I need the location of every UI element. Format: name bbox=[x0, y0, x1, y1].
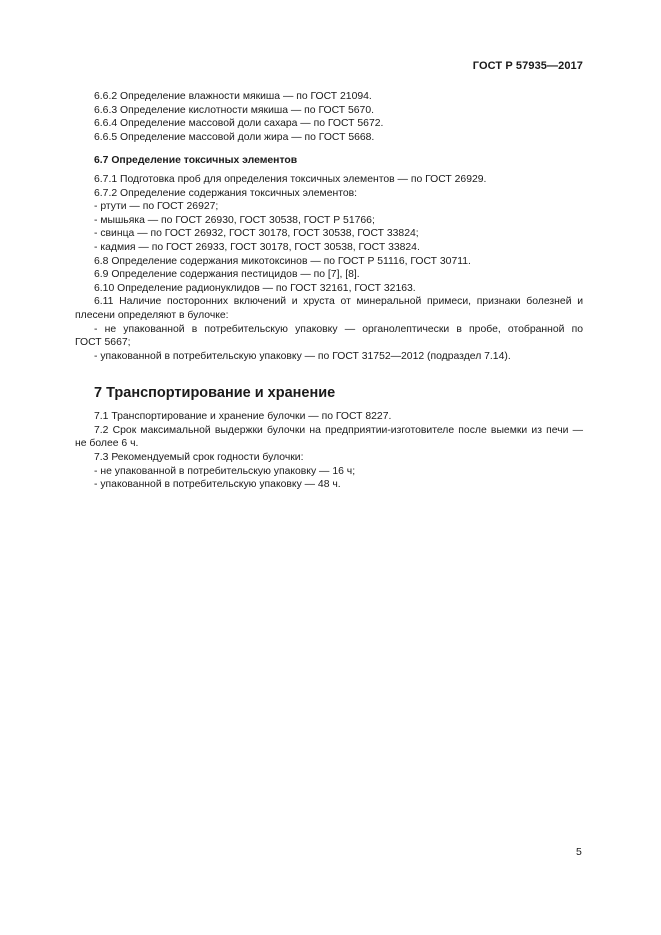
paragraph-6-11-line2: плесени определяют в булочке: bbox=[75, 309, 229, 321]
paragraph-6-6-2: 6.6.2 Определение влажности мякиша — по ГОСТ 21094. bbox=[94, 91, 372, 102]
page-number: 5 bbox=[576, 846, 582, 858]
paragraph-6-6-5: 6.6.5 Определение массовой доли жира — по ГОСТ 5668. bbox=[94, 131, 375, 143]
paragraph-6-7-2: 6.7.2 Определение содержания токсичных элементов: bbox=[94, 187, 358, 199]
paragraph-6-7-1: 6.7.1 Подготовка проб для определения токсичных элементов — по ГОСТ 26929. bbox=[94, 173, 487, 185]
subsection-heading-6-7: 6.7 Определение токсичных элементов bbox=[94, 155, 298, 167]
paragraph-7-2-line1: 7.2 Срок максимальной выдержки булочки на предприятии-изготовителе после выемки из печи — bbox=[94, 424, 583, 436]
list-item-lead: - свинца — по ГОСТ 26932, ГОСТ 30178, ГОСТ 30538, ГОСТ 33824; bbox=[94, 228, 419, 240]
document-header: ГОСТ Р 57935—2017 bbox=[472, 60, 583, 72]
list-item-packed: - упакованной в потребительскую упаковку — по ГОСТ 31752—2012 (подраздел 7.14). bbox=[94, 350, 511, 362]
section-heading-7: 7 Транспортирование и хранение bbox=[94, 385, 336, 402]
list-item-arsenic: - мышьяка — по ГОСТ 26930, ГОСТ 30538, ГОСТ Р 51766; bbox=[94, 214, 375, 226]
list-item-shelf-life-packed: - упакованной в потребительскую упаковку — 48 ч. bbox=[94, 479, 341, 491]
paragraph-7-2-line2: не более 6 ч. bbox=[75, 438, 139, 450]
list-item-mercury: - ртути — по ГОСТ 26927; bbox=[94, 201, 219, 213]
paragraph-6-9: 6.9 Определение содержания пестицидов — по [7], [8]. bbox=[94, 269, 360, 281]
paragraph-6-10: 6.10 Определение радионуклидов — по ГОСТ 32161, ГОСТ 32163. bbox=[94, 282, 416, 294]
list-item-unpacked-line2: ГОСТ 5667; bbox=[75, 337, 131, 349]
paragraph-6-11-line1: 6.11 Наличие посторонних включений и хруста от минеральной примеси, признаки болезней и bbox=[94, 296, 583, 308]
paragraph-7-1: 7.1 Транспортирование и хранение булочки — по ГОСТ 8227. bbox=[94, 411, 392, 423]
document-body bbox=[75, 90, 583, 492]
list-item-unpacked-line1: - не упакованной в потребительскую упаковку — органолептически в пробе, отобранной по bbox=[94, 323, 583, 335]
paragraph-7-3: 7.3 Рекомендуемый срок годности булочки: bbox=[94, 452, 304, 464]
paragraph-6-8: 6.8 Определение содержания микотоксинов — по ГОСТ Р 51116, ГОСТ 30711. bbox=[94, 255, 471, 267]
list-item-cadmium: - кадмия — по ГОСТ 26933, ГОСТ 30178, ГОСТ 30538, ГОСТ 33824. bbox=[94, 241, 420, 253]
list-item-shelf-life-unpacked: - не упакованной в потребительскую упаковку — 16 ч; bbox=[94, 465, 356, 477]
paragraph-6-6-3: 6.6.3 Определение кислотности мякиша — по ГОСТ 5670. bbox=[94, 104, 374, 116]
paragraph-6-6-4: 6.6.4 Определение массовой доли сахара — по ГОСТ 5672. bbox=[94, 118, 384, 130]
